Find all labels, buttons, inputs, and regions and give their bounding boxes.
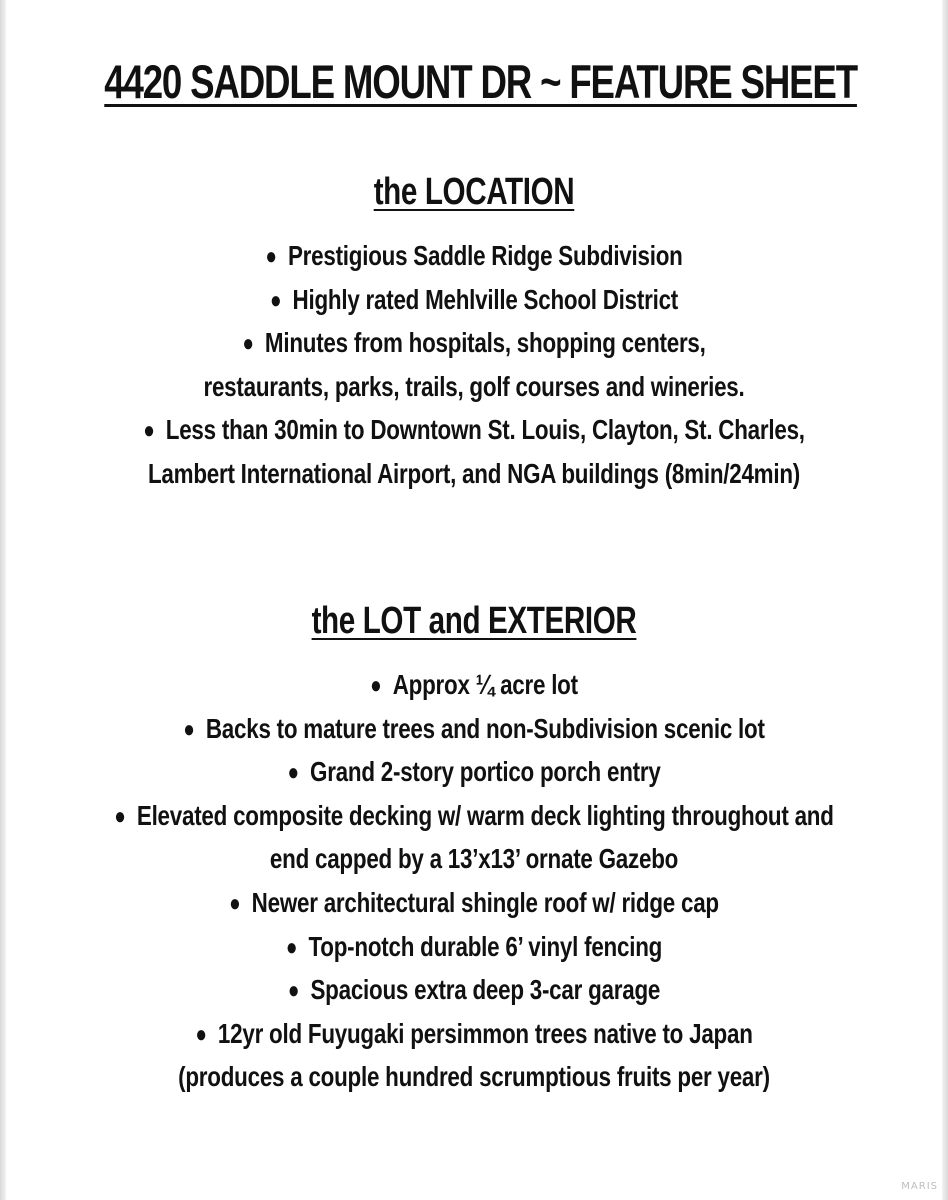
list-item [95, 234, 853, 278]
list-item-continuation [95, 1055, 853, 1099]
bullet-icon: ● [370, 672, 382, 699]
list-item [95, 750, 853, 794]
bullet-icon: ● [269, 286, 282, 314]
list-item [95, 794, 853, 838]
bullet-icon: ● [287, 977, 300, 1005]
list-item-text: (produces a couple hundred scrumptious fruits per year) [178, 1061, 770, 1093]
list-item-text: Backs to mature trees and non-Subdivision scenic lot [205, 712, 765, 744]
list-item-text: 12yr old Fuyugaki persimmon trees native to Japan [217, 1017, 753, 1049]
list-item-continuation [95, 837, 853, 881]
list-item [95, 1012, 853, 1056]
list-item-continuation [95, 365, 853, 409]
list-item [95, 707, 853, 751]
bullet-icon: ● [285, 933, 298, 961]
page-title [104, 52, 857, 112]
list-item-text: Less than 30min to Downtown St. Louis, Clayton, St. Charles, [165, 414, 805, 446]
list-item [95, 321, 853, 365]
list-item-continuation [95, 452, 853, 496]
list-item-text: Top-notch durable 6’ vinyl fencing [308, 930, 663, 962]
list-item-text: Elevated composite decking w/ warm deck lighting throughout and [136, 799, 834, 831]
watermark-text: MARIS [901, 1181, 938, 1192]
bullet-icon: ● [242, 330, 254, 358]
list-item-text: Spacious extra deep 3-car garage [310, 974, 661, 1006]
bullet-icon: ● [114, 802, 126, 830]
list-item-text: Newer architectural shingle roof w/ ridge cap [251, 886, 719, 918]
list-item-text: end capped by a 13’x13’ ornate Gazebo [269, 843, 679, 875]
list-item-text: Lambert International Airport, and NGA buildings (8min/24min) [147, 457, 800, 489]
bullet-icon: ● [265, 243, 277, 270]
bullet-icon: ● [183, 715, 195, 743]
bullet-icon: ● [229, 889, 241, 917]
list-item [95, 968, 853, 1012]
list-item [95, 881, 853, 925]
list-item [95, 408, 853, 452]
list-item [95, 663, 853, 707]
list-item-text: Minutes from hospitals, shopping centers, [264, 327, 706, 359]
section-heading-location-text: the LOCATION [373, 171, 575, 213]
list-item-text: Highly rated Mehlville School District [292, 283, 679, 315]
bullet-icon: ● [195, 1020, 207, 1048]
location-feature-list [0, 234, 948, 496]
lot-exterior-feature-list [0, 663, 948, 1099]
bullet-icon: ● [287, 759, 299, 787]
list-item-text: Prestigious Saddle Ridge Subdivision [287, 240, 683, 271]
bullet-icon: ● [143, 417, 155, 445]
list-item [95, 278, 853, 322]
page-title-text: 4420 SADDLE MOUNT DR ~ FEATURE SHEET [104, 55, 857, 108]
list-item [95, 925, 853, 969]
list-item-text: Approx ¼ acre lot [392, 669, 578, 700]
list-item-text: restaurants, parks, trails, golf courses and wineries. [203, 370, 745, 402]
section-heading-lot-exterior [104, 599, 843, 643]
section-heading-lot-exterior-text: the LOT and EXTERIOR [311, 600, 637, 642]
list-item-text: Grand 2-story portico porch entry [310, 756, 661, 788]
section-heading-location [104, 170, 843, 214]
